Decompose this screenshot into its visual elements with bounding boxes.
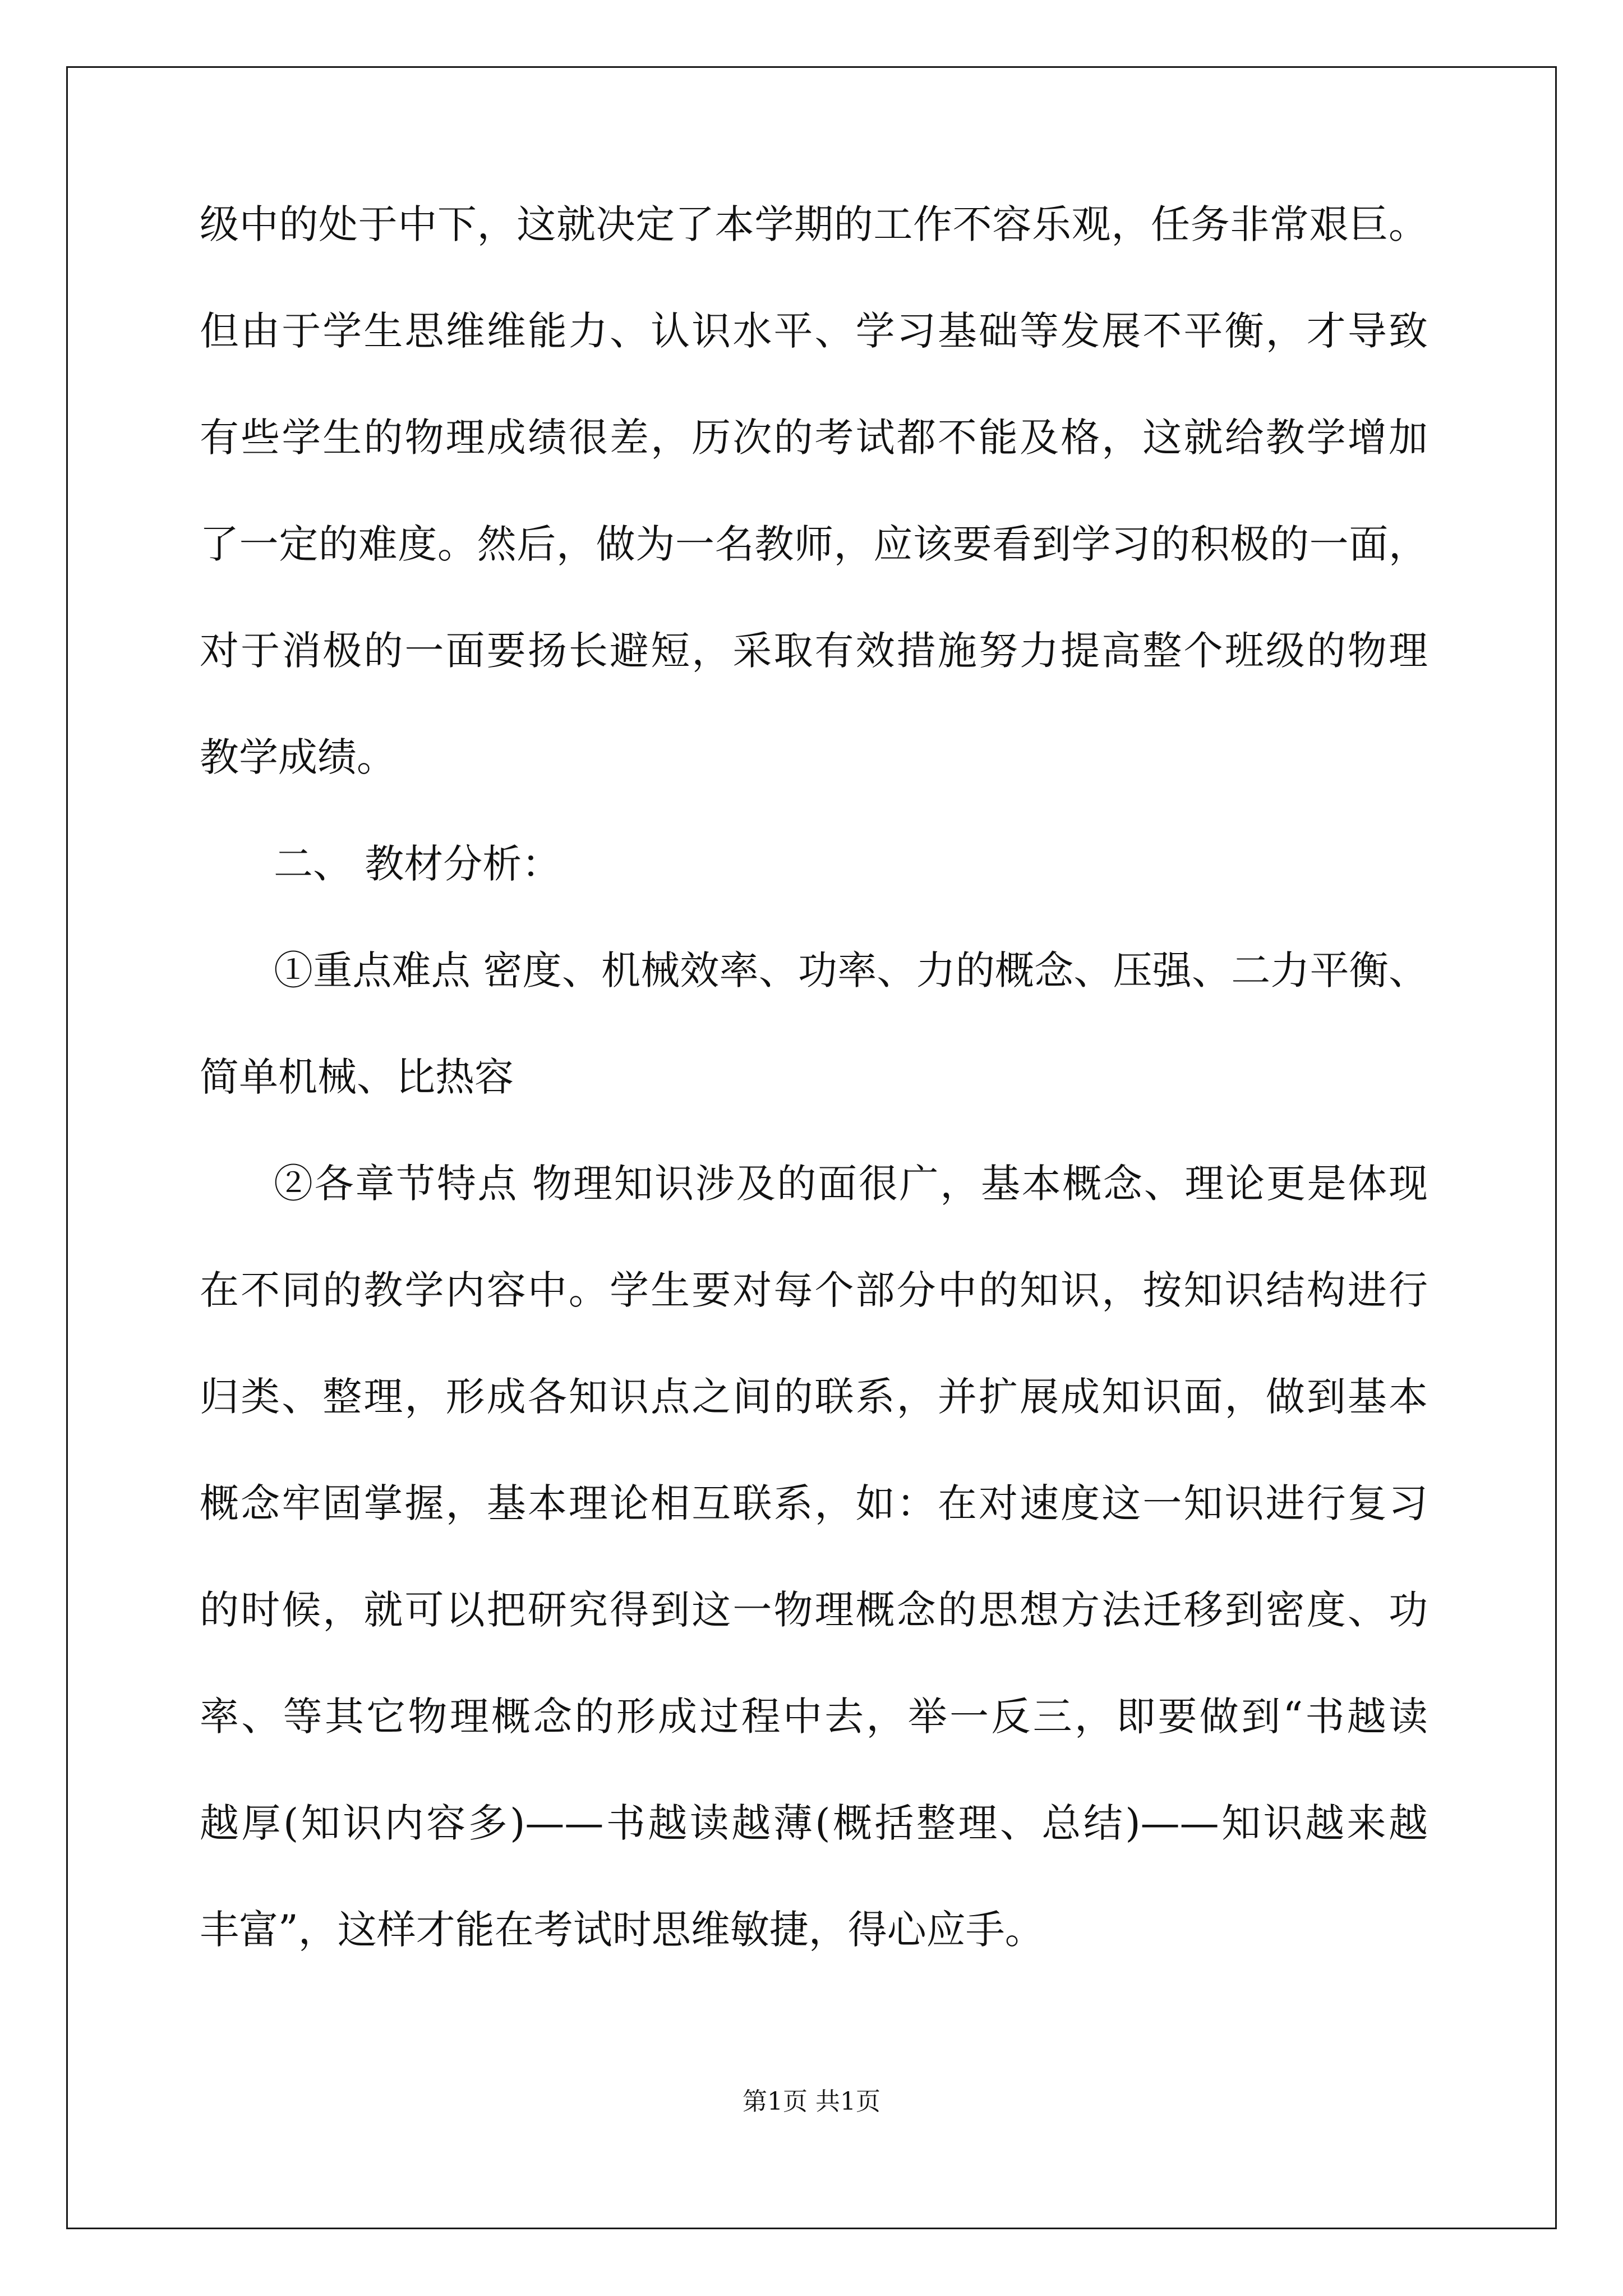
text-line: ②各章节特点 物理知识涉及的面很广，基本概念、理论更是体现 (274, 1161, 1428, 1207)
text-line: 归类、整理，形成各知识点之间的联系，并扩展成知识面，做到基本 (200, 1374, 1428, 1420)
section-heading: 二、 教材分析： (274, 841, 561, 887)
page-number-footer: 第1页 共1页 (743, 2087, 880, 2116)
text-line: 对于消极的一面要扬长避短，采取有效措施努力提高整个班级的物理 (200, 628, 1428, 674)
text-line: 的时候，就可以把研究得到这一物理概念的思想方法迁移到密度、功 (200, 1587, 1428, 1633)
text-line: 概念牢固掌握，基本理论相互联系，如：在对速度这一知识进行复习 (200, 1480, 1428, 1526)
text-line: 教学成绩。 (200, 734, 396, 780)
text-line: 率、等其它物理概念的形成过程中去，举一反三，即要做到“书越读 (200, 1694, 1428, 1740)
text-line: 了一定的难度。然后，做为一名教师，应该要看到学习的积极的一面， (200, 521, 1428, 567)
text-line: 简单机械、比热容 (200, 1054, 514, 1100)
text-line: 有些学生的物理成绩很差，历次的考试都不能及格，这就给教学增加 (200, 415, 1428, 461)
text-line: 丰富”，这样才能在考试时思维敏捷，得心应手。 (200, 1907, 1044, 1953)
text-line: 越厚(知识内容多)——书越读越薄(概括整理、总结)——知识越来越 (200, 1800, 1428, 1846)
text-line: 但由于学生思维维能力、认识水平、学习基础等发展不平衡，才导致 (200, 308, 1428, 354)
text-line: 级中的处于中下，这就决定了本学期的工作不容乐观，任务非常艰巨。 (200, 201, 1428, 247)
text-line: ①重点难点 密度、机械效率、功率、力的概念、压强、二力平衡、 (274, 947, 1428, 993)
text-line: 在不同的教学内容中。学生要对每个部分中的知识，按知识结构进行 (200, 1267, 1428, 1313)
